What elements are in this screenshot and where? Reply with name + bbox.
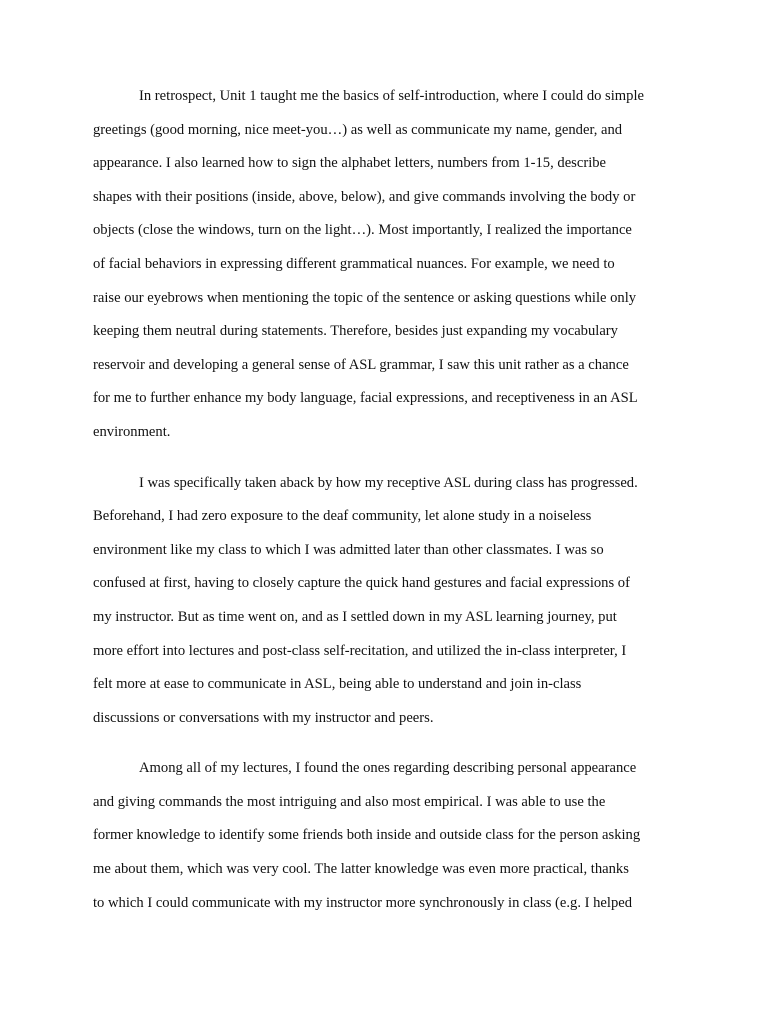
text-line: confused at first, having to closely capture the quick hand gestures and facial expressions of bbox=[93, 575, 630, 592]
paragraph-1 bbox=[93, 80, 675, 450]
text-line: to which I could communicate with my instructor more synchronously in class (e.g. I helped bbox=[93, 894, 633, 911]
text-line: Among all of my lectures, I found the ones regarding describing personal appearance bbox=[139, 760, 637, 777]
text-line: In retrospect, Unit 1 taught me the basics of self-introduction, where I could do simple bbox=[139, 88, 644, 104]
text-line: I was specifically taken aback by how my receptive ASL during class has progressed. bbox=[139, 474, 638, 491]
paragraph-3 bbox=[93, 752, 675, 920]
text-line: Beforehand, I had zero exposure to the deaf community, let alone study in a noiseless bbox=[93, 508, 592, 525]
text-line: felt more at ease to communicate in ASL, being able to understand and join in-class bbox=[93, 676, 582, 693]
text-line: me about them, which was very cool. The latter knowledge was even more practical, thanks bbox=[93, 861, 629, 878]
text-line: keeping them neutral during statements. Therefore, besides just expanding my vocabulary bbox=[93, 323, 618, 340]
text-line: environment. bbox=[93, 423, 171, 440]
text-line: shapes with their positions (inside, above, below), and give commands involving the body or bbox=[93, 188, 636, 205]
text-line: greetings (good morning, nice meet-you…) as well as communicate my name, gender, and bbox=[93, 121, 623, 138]
text-line: my instructor. But as time went on, and as I settled down in my ASL learning journey, put bbox=[93, 608, 617, 625]
text-line: objects (close the windows, turn on the light…). Most importantly, I realized the importance bbox=[93, 222, 632, 239]
text-line: of facial behaviors in expressing different grammatical nuances. For example, we need to bbox=[93, 255, 615, 272]
paragraph-2 bbox=[93, 467, 675, 736]
text-line: more effort into lectures and post-class self-recitation, and utilized the in-class interpreter, I bbox=[93, 642, 627, 659]
document-body bbox=[93, 80, 675, 937]
text-line: reservoir and developing a general sense of ASL grammar, I saw this unit rather as a chance bbox=[93, 356, 629, 373]
text-line: for me to further enhance my body language, facial expressions, and receptiveness in an ASL bbox=[93, 390, 638, 407]
text-line: appearance. I also learned how to sign the alphabet letters, numbers from 1-15, describe bbox=[93, 155, 607, 172]
text-line: and giving commands the most intriguing and also most empirical. I was able to use the bbox=[93, 793, 606, 810]
text-line: discussions or conversations with my instructor and peers. bbox=[93, 709, 434, 726]
text-line: raise our eyebrows when mentioning the topic of the sentence or asking questions while only bbox=[93, 289, 637, 306]
text-line: former knowledge to identify some friends both inside and outside class for the person asking bbox=[93, 827, 641, 844]
text-line: environment like my class to which I was admitted later than other classmates. I was so bbox=[93, 541, 604, 558]
